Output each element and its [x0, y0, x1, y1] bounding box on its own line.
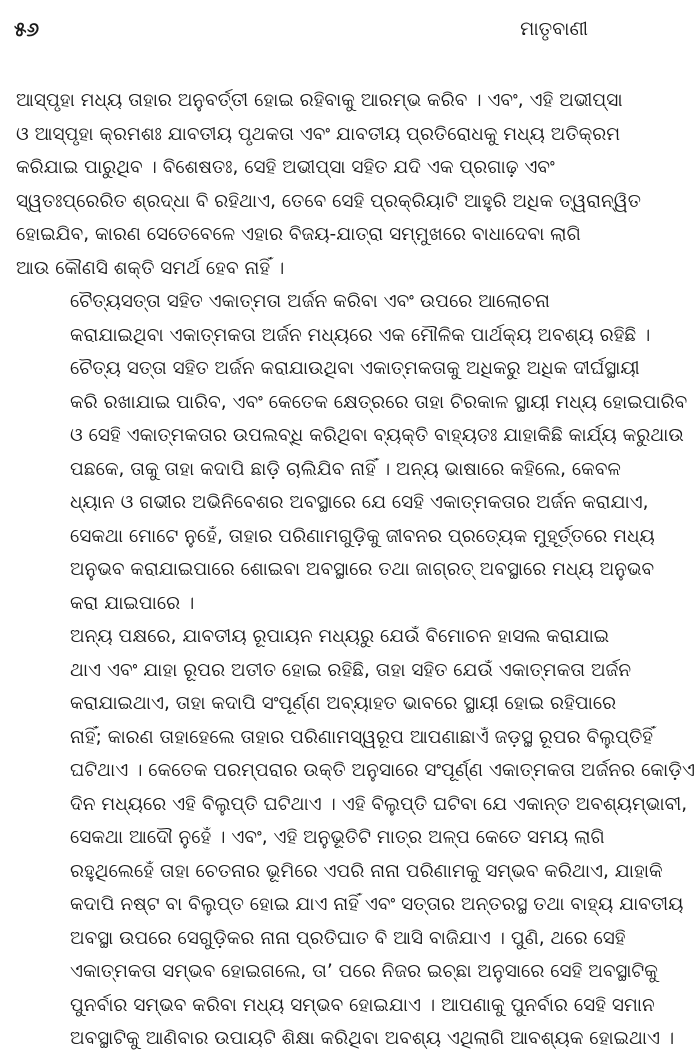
text-line: ହୋଇଯିବ, କାରଣ ସେତେବେଳେ ଏହାର ବିଜୟ-ଯାତ୍ରା ସମ୍ମୁଖରେ ବାଧାଦେବା ଲାଗି	[16, 224, 581, 245]
text-line: ସ୍ୱତଃପ୍ରେରିତ ଶ୍ରଦ୍ଧା ବି ରହିଥାଏ, ତେବେ ସେହି ପ୍ରକ୍ରିୟାଟି ଆହୁରି ଅଧିକ ତ୍ୱରାନ୍ୱିତ	[16, 190, 641, 212]
text-line: କରାଯାଇଥାଏ, ତାହା କଦାପି ସଂପୂର୍ଣ୍ଣ ଅବ୍ୟାହତ ଭାବରେ ସ୍ଥାୟୀ ହୋଇ ରହିପାରେ	[70, 693, 617, 714]
text-line: ପୁନର୍ବାର ସମ୍ଭବ କରିବା ମଧ୍ୟ ସମ୍ଭବ ହୋଇଯାଏ । ଆପଣାକୁ ପୁନର୍ବାର ସେହି ସମାନ	[70, 994, 655, 1016]
text-line: କଦାପି ନଷ୍ଟ ବା ବିଲୁପ୍ତ ହୋଇ ଯାଏ ନାହିଁ ଏବଂ ସତ୍ତାର ଅନ୍ତରସ୍ଥ ତଥା ବାହ୍ୟ ଯାବତୀୟ	[70, 894, 684, 915]
text-line: ଚୈତ୍ୟ ସତ୍ତା ସହିତ ଅର୍ଜନ କରାଯାଉଥିବା ଏକାତ୍ମକତାକୁ ଅଧିକରୁ ଅଧିକ ଦୀର୍ଘସ୍ଥାୟୀ	[70, 358, 640, 379]
paragraph	[16, 285, 688, 620]
text-line: ଓ ଆସ୍ପୃହା କ୍ରମଶଃ ଯାବତୀୟ ପୃଥକତା ଏବଂ ଯାବତୀୟ ପ୍ରତିରୋଧକୁ ମଧ୍ୟ ଅତିକ୍ରମ	[16, 123, 621, 145]
text-line: ଘଟିଥାଏ । କେତେକ ପରମ୍ପରାର ଉକ୍ତି ଅନୁସାରେ ସଂପୂର୍ଣ୍ଣ ଏକାତ୍ମକତା ଅର୍ଜନର କୋଡ଼ିଏ	[70, 760, 695, 781]
text-line: ଆଉ କୌଣସି ଶକ୍ତି ସମର୍ଥ ହେବ ନାହିଁ ।	[16, 257, 285, 279]
text-line: ଆସ୍ପୃହା ମଧ୍ୟ ତାହାର ଅନୁବର୍ତ୍ତୀ ହୋଇ ରହିବାକୁ ଆରମ୍ଭ କରିବ । ଏବଂ, ଏହି ଅଭୀପ୍ସା	[16, 90, 623, 111]
text-line: ନାହିଁ; କାରଣ ତାହାହେଲେ ତାହାର ପରିଣାମସ୍ୱରୂପ ଆପଣାଛାଏଁ ଜଡ଼ସ୍ଥ ରୂପର ବିଲୁପ୍ତିହିଁ	[70, 726, 654, 748]
text-line: ଧ୍ୟାନ ଓ ଗଭୀର ଅଭିନିବେଶର ଅବସ୍ଥାରେ ଯେ ସେହି ଏକାତ୍ମକତାର ଅର୍ଜନ କରାଯାଏ,	[70, 492, 649, 513]
text-line: ଥାଏ ଏବଂ ଯାହା ରୂପର ଅତୀତ ହୋଇ ରହିଛି, ତାହା ସହିତ ଯେଉଁ ଏକାତ୍ମକତା ଅର୍ଜନ	[70, 659, 632, 681]
text-line: ଦିନ ମଧ୍ୟରେ ଏହି ବିଲୁପ୍ତି ଘଟିଥାଏ । ଏହି ବିଲୁପ୍ତି ଘଟିବା ଯେ ଏକାନ୍ତ ଅବଶ୍ୟମ୍ଭାବୀ,	[70, 793, 688, 815]
text-line: କରା ଯାଇପାରେ ।	[70, 592, 195, 614]
text-line: ପଛକେ, ତାକୁ ତାହା କଦାପି ଛାଡ଼ି ଚାଲିଯିବ ନାହିଁ । ଅନ୍ୟ ଭାଷାରେ କହିଲେ, କେବଳ	[70, 458, 621, 480]
text-line: ଓ ସେହି ଏକାତ୍ମକତାର ଉପଲବ୍ଧି କରିଥିବା ବ୍ୟକ୍ତି ବାହ୍ୟତଃ ଯାହାକିଛି କାର୍ଯ୍ୟ କରୁଥାଉ	[70, 425, 684, 446]
page-number: ୫୬	[14, 17, 40, 41]
text-line: ସେକଥା ମୋଟେ ନୁହେଁ, ତାହାର ପରିଣାମଗୁଡ଼ିକୁ ଜୀବନର ପ୍ରତ୍ୟେକ ମୁହୂର୍ତ୍ତରେ ମଧ୍ୟ	[70, 525, 655, 547]
text-line: ଅବସ୍ଥାଟିକୁ ଆଣିବାର ଉପାୟଟି ଶିକ୍ଷା କରିଥିବା ଅବଶ୍ୟ ଏଥିଲାଗି ଆବଶ୍ୟକ ହୋଇଥାଏ ।	[70, 1028, 675, 1049]
text-line: ଅନୁଭବ କରାଯାଇପାରେ ଶୋଇବା ଅବସ୍ଥାରେ ତଥା ଜାଗ୍ରତ୍‌ ଅବସ୍ଥାରେ ମଧ୍ୟ ଅନୁଭବ	[70, 559, 655, 580]
text-line: ଅବସ୍ଥା ଉପରେ ସେଗୁଡ଼ିକର ନାନା ପ୍ରତିଘାତ ବି ଆସି ବାଜିଯାଏ । ପୁଣି, ଥରେ ସେହି	[70, 927, 626, 949]
text-line: ଚୈତ୍ୟସତ୍ତା ସହିତ ଏକାତ୍ମତା ଅର୍ଜନ କରିବା ଏବଂ ଉପରେ ଆଲୋଚନା	[70, 291, 550, 312]
text-line: ରହୁଥିଲେହେଁ ତାହା ଚେତନାର ଭୂମିରେ ଏପରି ନାନା ପରିଣାମକୁ ସମ୍ଭବ କରିଥାଏ, ଯାହାକି	[70, 860, 663, 882]
text-line: କରି ରଖାଯାଇ ପାରିବ, ଏବଂ କେତେକ କ୍ଷେତ୍ରରେ ତାହା ଚିରକାଳ ସ୍ଥାୟୀ ମଧ୍ୟ ହୋଇପାରିବ	[70, 391, 688, 413]
text-line: କରାଯାଇଥିବା ଏକାତ୍ମକତା ଅର୍ଜନ ମଧ୍ୟରେ ଏକ ମୌଳିକ ପାର୍ଥକ୍ୟ ଅବଶ୍ୟ ରହିଛି ।	[70, 324, 651, 346]
paragraph	[16, 620, 695, 1056]
text-line: ସେକଥା ଆଦୌ ନୁହେଁ । ଏବଂ, ଏହି ଅନୁଭୂତିଟି ମାତ୍ର ଅଳ୍ପ କେତେ ସମୟ ଲାଗି	[70, 827, 605, 848]
text-line: ଅନ୍ୟ ପକ୍ଷରେ, ଯାବତୀୟ ରୂପାୟନ ମଧ୍ୟରୁ ଯେଉଁ ବିମୋଚନ ହାସଲ କରାଯାଇ	[70, 626, 610, 647]
paragraph	[16, 84, 641, 285]
page-header	[14, 14, 588, 44]
text-line: କରିଯାଇ ପାରୁଥିବ । ବିଶେଷତଃ, ସେହି ଅଭୀପ୍ସା ସହିତ ଯଦି ଏକ ପ୍ରଗାଢ଼ ଏବଂ	[16, 157, 555, 178]
body-text	[16, 84, 695, 1056]
text-line: ଏକାତ୍ମକତା ସମ୍ଭବ ହୋଇଗଲେ, ତା’ ପରେ ନିଜର ଇଚ୍ଛା ଅନୁସାରେ ସେହି ଅବସ୍ଥାଟିକୁ	[70, 961, 658, 982]
running-title: ମାତୃବାଣୀ	[520, 18, 588, 40]
